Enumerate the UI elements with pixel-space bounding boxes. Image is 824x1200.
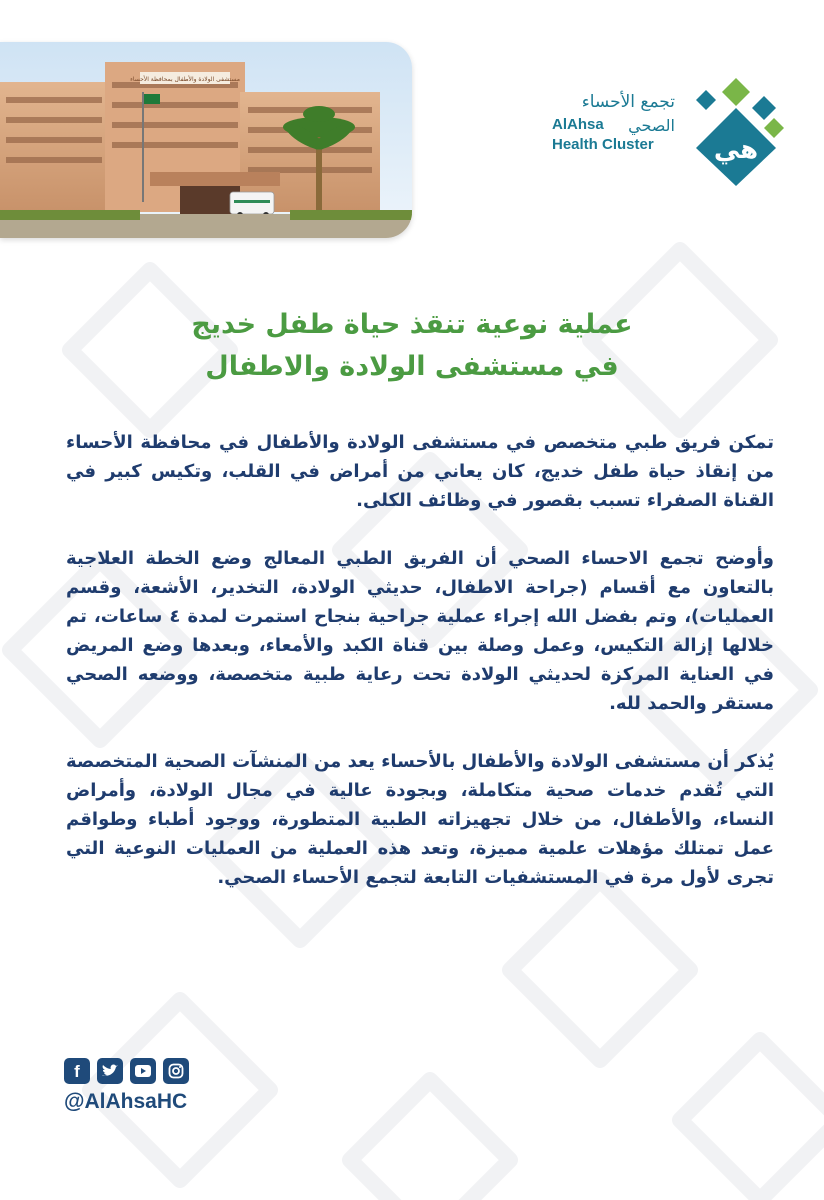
article-body	[66, 428, 774, 921]
alahsa-health-cluster-logo	[548, 78, 788, 188]
facebook-icon[interactable]	[64, 1058, 90, 1084]
social-footer	[64, 1058, 189, 1114]
youtube-icon[interactable]	[130, 1058, 156, 1084]
social-handle[interactable]: @AlAhsaHC	[64, 1090, 188, 1113]
social-icons	[64, 1058, 189, 1084]
instagram-icon[interactable]	[163, 1058, 189, 1084]
paragraph-2: وأوضح تجمع الاحساء الصحي أن الفريق الطبي المعالج وضع الخطة العلاجية بالتعاون مع أقسام (جراحة الاطفال، حديثي الولادة، التخدير، الأشعة، وقسم العمليات)، وتم بفضل الله إجراء عملية جراحية بنجاح استمرت لمدة ٤ ساعات، تم خلالها إزالة التكيس، وعمل وصلة بين قناة الكبد والأمعاء، وبعدها وضع المريض في العناية المركزة لحديثي الولادة تحت رعاية طبية متخصصة، ووضعه الصحي مستقر والحمد لله.	[66, 548, 774, 714]
logo-english-line1: AlAhsa	[552, 116, 604, 133]
paragraph-3: يُذكر أن مستشفى الولادة والأطفال بالأحساء يعد من المنشآت الصحية المتخصصة التي تُقدم خدمات صحية متكاملة، وبجودة عالية في مجال الولادة، وأمراض النساء، والأطفال، من خلال تجهيزاته الطبية المتطورة، ووجود أطباء وطواقم عمل تمتلك مؤهلات علمية مميزة، وتعد هذه العملية من العمليات النوعية التي تجرى لأول مرة في المستشفيات التابعة لتجمع الأحساء الصحي.	[66, 751, 774, 888]
hospital-photo	[0, 42, 412, 238]
logo-english-line2: Health Cluster	[552, 136, 654, 153]
title-line-1: عملية نوعية تنقذ حياة طفل خديج	[191, 309, 633, 340]
svg-text:f: f	[74, 1062, 80, 1080]
article-title	[60, 304, 764, 388]
svg-text:هي: هي	[713, 135, 759, 165]
twitter-icon[interactable]	[97, 1058, 123, 1084]
logo-arabic-line2: الصحي	[628, 116, 675, 135]
logo-arabic-line1: تجمع الأحساء	[581, 92, 675, 112]
hospital-sign: مستشفى الولادة والأطفال بمحافظة الأحساء	[130, 76, 240, 83]
title-line-2: في مستشفى الولادة والاطفال	[205, 351, 619, 382]
logo-mark-icon	[684, 78, 788, 186]
paragraph-1: تمكن فريق طبي متخصص في مستشفى الولادة والأطفال في محافظة الأحساء من إنقاذ حياة طفل خديج، كان يعاني من أمراض في القلب، وتكيس كبير في القناة الصفراء تسبب بقصور في وظائف الكلى.	[66, 432, 774, 511]
